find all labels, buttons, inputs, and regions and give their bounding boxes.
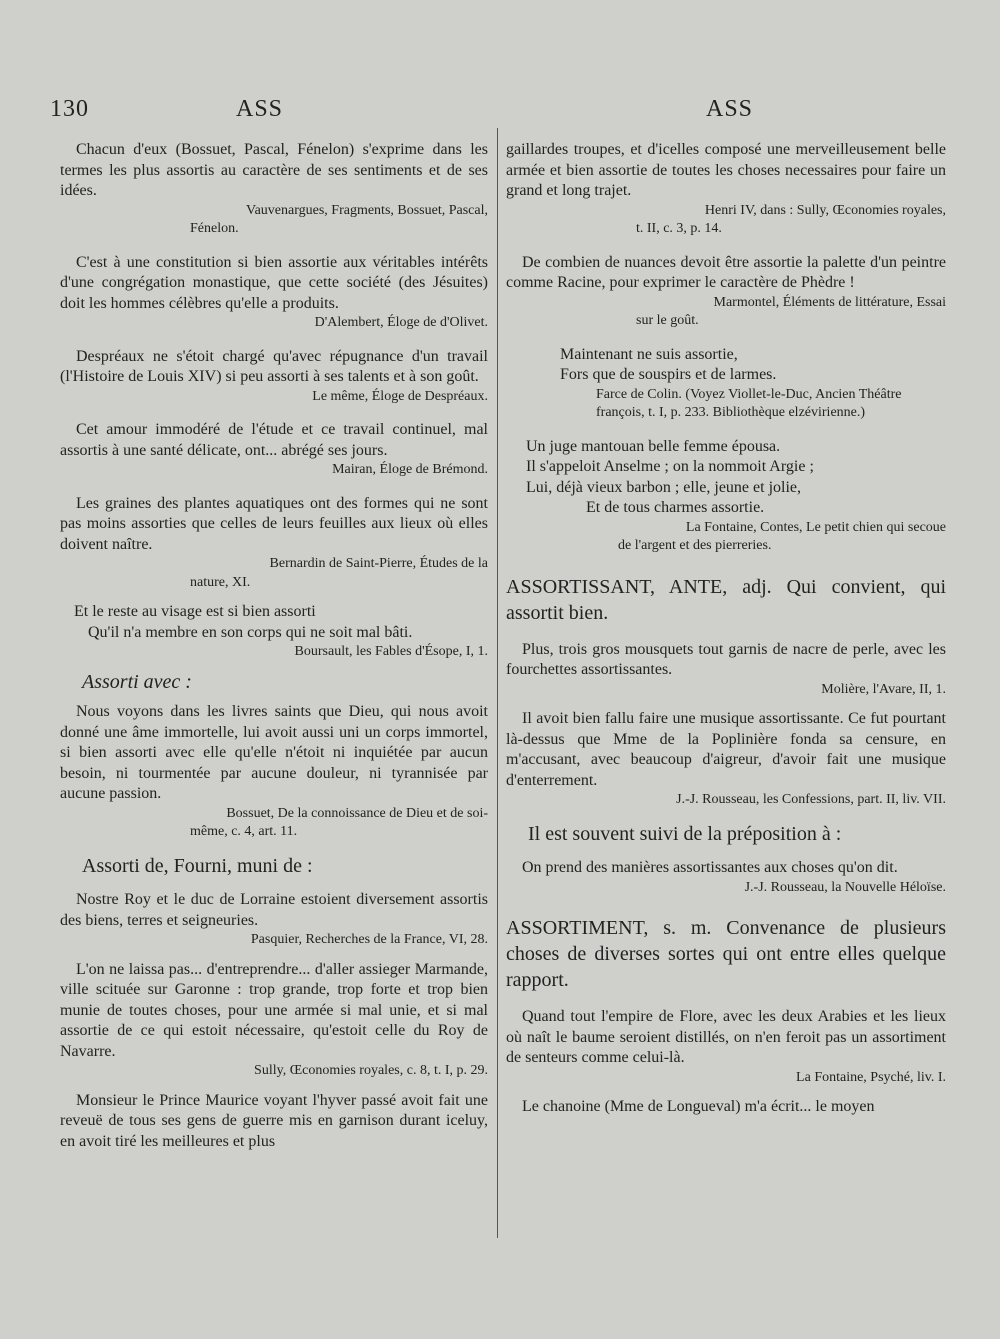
page-number: 130 [50,96,89,122]
citation: Marmontel, Éléments de littérature, Essai sur le goût. [636,294,946,328]
quotation: Chacun d'eux (Bossuet, Pascal, Fénelon) s'exprime dans les termes les plus assortis au caractère de ses sentiments et de ses idées. [60,141,488,199]
citation: Henri IV, dans : Sully, Œconomies royales, t. II, c. 3, p. 14. [636,202,946,236]
citation: Bernardin de Saint-Pierre, Études de la nature, XI. [190,556,488,590]
subheading: Assorti avec : [82,670,192,693]
quotation: Nous voyons dans les livres saints que Dieu, qui nous avoit donné une âme immortelle, lui avoit aussi uni un corps immortel, si bien assorti avec elle qu'elle n'étoit ni inquiétée par aucun besoin, ni tourmentée par aucune douleur, ni tyrannisée par aucune passion. [60,703,488,802]
citation: Vauvenargues, Fragments, Bossuet, Pascal, Fénelon. [190,202,488,236]
citation: Le même, Éloge de Despréaux. [312,388,488,404]
citation: Molière, l'Avare, II, 1. [821,681,946,697]
quotation: Les graines des plantes aquatiques ont des formes qui ne sont pas moins assorties que celles de leurs feuilles aux lieux où elles doivent naître. [60,494,488,553]
subheading: Il est souvent suivi de la préposition à : [528,822,842,845]
quotation: Quand tout l'empire de Flore, avec les deux Arabies et les lieux où naît le baume seroient distillés, on n'en feroit pas un assortiment de senteurs comme celui-là. [506,1008,946,1066]
citation: Sully, Œconomies royales, c. 8, t. I, p. 29. [254,1063,488,1078]
citation: La Fontaine, Contes, Le petit chien qui secoue de l'argent et des pierreries. [618,519,946,553]
running-head-left: ASS [236,96,284,122]
quotation: Plus, trois gros mousquets tout garnis de nacre de perle, avec les fourchettes assortissantes. [506,640,946,678]
verse: Maintenant ne suis assortie, Fors que de souspirs et de larmes. [560,345,777,383]
citation: Mairan, Éloge de Brémond. [332,462,488,477]
quotation: On prend des manières assortissantes aux choses qu'on dit. [522,859,898,876]
citation: Bossuet, De la connoissance de Dieu et de soi- même, c. 4, art. 11. [190,805,488,839]
quotation: C'est à une constitution si bien assortie aux véritables intérêts d'une congrégation monastique, que cette société (des Jésuites) doit les hommes célèbres qu'elle a produits. [60,253,488,312]
running-head-right: ASS [706,96,754,122]
quotation: Nostre Roy et le duc de Lorraine estoient diversement assortis des biens, terres et seigneuries. [60,891,488,929]
citation: La Fontaine, Psyché, liv. I. [796,1069,946,1085]
quotation: Monsieur le Prince Maurice voyant l'hyver passé avoit fait une reveuë de tous ses gens de guerre mis en garnison durant iceluy, en avoit tiré les meilleures et plus [60,1091,488,1150]
right-column [506,140,946,1118]
dictionary-entry: ASSORTIMENT, s. m. Convenance de plusieurs choses de diverses sortes qui ont entre elles quelque rapport. [506,917,946,991]
left-column [60,140,488,1152]
verse: Un juge mantouan belle femme épousa. Il s'appeloit Anselme ; on la nommoit Argie ; Lui, déjà vieux barbon ; elle, jeune et jolie, Et de tous charmes assortie. [526,437,814,516]
quotation: Despréaux ne s'étoit chargé qu'avec répugnance d'un travail (l'Histoire de Louis XIV) si peu assorti à ses talents et à son goût. [60,347,488,385]
column-divider [497,128,498,1238]
quotation: gaillardes troupes, et d'icelles composé une merveilleusement belle armée et bien assortie de toutes les choses necessaires pour faire un grand et long trajet. [506,141,946,199]
citation: J.-J. Rousseau, la Nouvelle Héloïse. [744,879,946,895]
citation: Boursault, les Fables d'Ésope, I, 1. [294,644,488,659]
quotation: Cet amour immodéré de l'étude et ce travail continuel, mal assortis à une santé délicate, ont... abrégé ses jours. [60,421,488,459]
citation: Pasquier, Recherches de la France, VI, 28. [250,932,488,947]
quotation: De combien de nuances devoit être assortie la palette d'un peintre comme Racine, pour exprimer le caractère de Phèdre ! [506,253,946,291]
citation: Farce de Colin. (Voyez Viollet-le-Duc, Ancien Théâtre françois, t. I, p. 233. Bibliothèque elzévirienne.) [596,386,902,420]
subheading: Assorti de, Fourni, muni de : [82,854,313,877]
dictionary-entry: ASSORTISSANT, ANTE, adj. Qui convient, qui assortit bien. [506,575,946,624]
citation: D'Alembert, Éloge de d'Olivet. [314,315,488,330]
quotation: Le chanoine (Mme de Longueval) m'a écrit... le moyen [522,1098,875,1115]
citation: J.-J. Rousseau, les Confessions, part. II, liv. VII. [676,792,946,807]
verse: Et le reste au visage est si bien assorti Qu'il n'a membre en son corps qui ne soit mal bâti. [74,603,413,641]
quotation: L'on ne laissa pas... d'entreprendre... d'aller assieger Marmande, ville scituée sur Garonne : trop grande, trop forte et trop bien munie de toutes choses, pour une armée si mal unie, et si mal assortie de ce qui estoit nécessaire, qu'estoit celle du Roy de Navarre. [60,960,488,1060]
quotation: Il avoit bien fallu faire une musique assortissante. Ce fut pourtant là-dessus que Mme de la Poplinière fonda sa censure, en m'accusant, avec beaucoup d'aigreur, d'avoir fait une musique d'enterrement. [506,710,946,789]
